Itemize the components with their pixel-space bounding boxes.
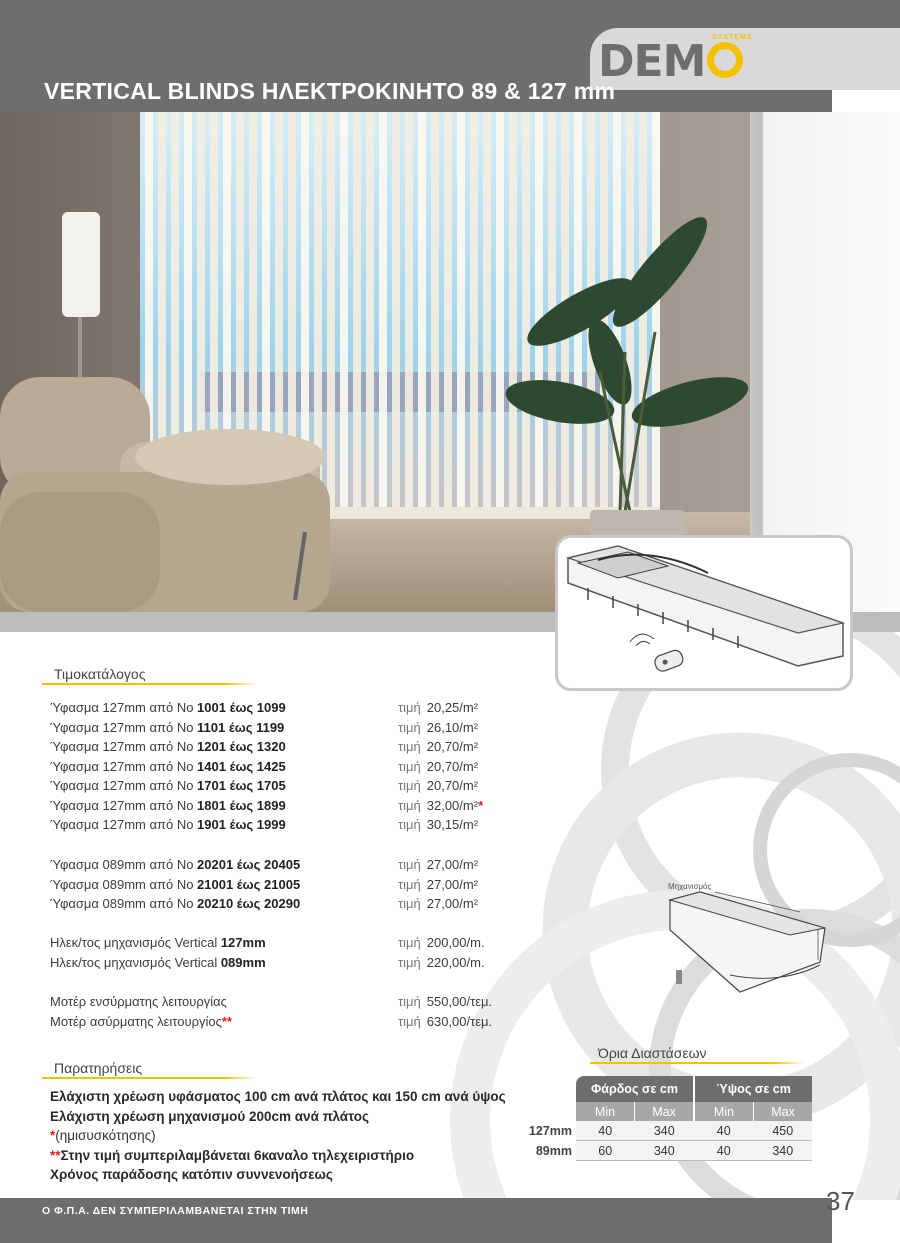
note-min-mechanism: Ελάχιστη χρέωση μηχανισμού 200cm ανά πλάτος: [50, 1108, 370, 1124]
slat: [392, 112, 400, 507]
fabric-desc: Ύφασμα 127mm από No: [50, 739, 198, 754]
fabric-desc: Ύφασμα 127mm από No: [50, 758, 198, 774]
price-row-description: [50, 896, 300, 911]
width-max-cell: 340: [635, 1121, 695, 1141]
note-min-fabric: Ελάχιστη χρέωση υφάσματος 100 cm ανά πλάτος και 150 cm ανά ύψος: [50, 1089, 506, 1104]
price-word: τιμή: [398, 1013, 421, 1029]
slat: [522, 112, 530, 507]
fabric-desc: Ύφασμα 127mm από No: [50, 797, 198, 813]
fabric-range: 1801 έως 1899: [197, 797, 286, 813]
slat: [379, 112, 387, 507]
price-amount: 220,00/m.: [426, 954, 485, 970]
width-min-header: Min: [576, 1102, 635, 1121]
price-row-description: [50, 935, 266, 950]
price-row-description: [50, 700, 286, 715]
price-row-value: [398, 857, 478, 872]
fabric-desc: Ύφασμα 127mm από No: [50, 778, 198, 793]
row-label: 127mm: [518, 1121, 576, 1141]
price-row-value: [398, 720, 478, 735]
price-row-value: [398, 994, 492, 1009]
price-row-description: [50, 857, 300, 872]
table-row: [518, 1121, 812, 1141]
price-list-title: Τιμοκατάλογος: [54, 666, 146, 682]
mechanism-diagram: [555, 535, 853, 691]
price-word: τιμή: [398, 758, 421, 774]
price-amount: 30,15/m²: [426, 817, 479, 832]
price-word: τιμή: [398, 857, 421, 872]
height-min-cell: 40: [694, 1141, 754, 1161]
motor-star: **: [221, 1013, 232, 1029]
price-amount: 20,70/m²: [426, 739, 479, 754]
height-max-cell: 450: [754, 1121, 813, 1141]
motor-desc: Μοτέρ ασύρματης λειτουργίος: [50, 1013, 222, 1029]
height-max-header: Max: [754, 1102, 813, 1121]
fabric-desc: Ύφασμα 089mm από No: [50, 896, 198, 911]
slat: [535, 112, 543, 507]
height-max-cell: 340: [754, 1141, 813, 1161]
price-word: τιμή: [398, 876, 421, 892]
slat: [509, 112, 517, 507]
fabric-desc: Ύφασμα 089mm από No: [50, 876, 198, 892]
slat: [327, 112, 335, 507]
page-title: VERTICAL BLINDS ΗΛΕΚΤΡΟΚΙΝΗΤΟ 89 & 127 mm: [44, 78, 616, 104]
slat: [652, 112, 660, 507]
width-min-cell: 40: [576, 1121, 635, 1141]
note-delivery: Χρόνος παράδοσης κατόπιν συννενοήσεως: [50, 1167, 333, 1182]
price-row-description: [50, 798, 286, 813]
logo-o-ring: [707, 42, 743, 78]
mechanism-label: Μηχανισμός: [668, 882, 712, 891]
price-row-description: [50, 1014, 232, 1029]
price-row-description: [50, 877, 300, 892]
price-word: τιμή: [398, 954, 421, 970]
price-amount: 27,00/m²: [426, 876, 479, 892]
fabric-desc: Ύφασμα 127mm από No: [50, 817, 198, 832]
price-word: τιμή: [398, 719, 421, 735]
fabric-range: 1401 έως 1425: [197, 758, 286, 774]
price-word: τιμή: [398, 935, 421, 950]
brand-logo: [598, 36, 743, 87]
price-word: τιμή: [398, 778, 421, 793]
price-row-description: [50, 778, 286, 793]
fabric-desc: Ύφασμα 127mm από No: [50, 700, 198, 715]
note-semi-blackout-text: (ημισυσκότησης): [55, 1128, 156, 1143]
fabric-range: 1101 έως 1199: [197, 719, 285, 735]
notes-title: Παρατηρήσεις: [54, 1060, 143, 1076]
note-remote-text: Στην τιμή συμπεριλαμβάνεται 6καναλο τηλεχειριστήριο: [60, 1147, 415, 1163]
slat: [405, 112, 413, 507]
price-amount: 27,00/m²: [426, 857, 479, 872]
note-semi-blackout: [50, 1126, 506, 1146]
width-max-header: Max: [635, 1102, 695, 1121]
price-list-underline: [42, 683, 257, 685]
price-row-value: [398, 700, 478, 715]
price-amount: 20,25/m²: [426, 700, 479, 715]
price-row-description: [50, 955, 266, 970]
price-row-value: [398, 778, 478, 793]
logo-wordmark: DEM: [598, 36, 706, 87]
height-min-header: Min: [694, 1102, 754, 1121]
slat: [340, 112, 348, 507]
price-word: τιμή: [398, 817, 421, 832]
slat: [366, 112, 374, 507]
price-amount: 26,10/m²: [426, 719, 479, 735]
note-star: *: [50, 1128, 56, 1143]
price-row-value: [398, 1014, 492, 1029]
price-row-value: [398, 935, 485, 950]
note-remote-included: [50, 1146, 506, 1166]
page-number: 37: [826, 1186, 855, 1216]
fabric-range: 1701 έως 1705: [197, 778, 286, 793]
dimensions-table: [518, 1076, 812, 1161]
price-row-description: [50, 720, 284, 735]
price-row-description: [50, 994, 227, 1009]
price-word: τιμή: [398, 994, 421, 1009]
price-row-value: [398, 896, 478, 911]
mechanism-desc: Ηλεκ/τος μηχανισμός Vertical: [50, 954, 221, 970]
logo-subtitle: SYSTEMS: [712, 34, 753, 41]
width-header: Φάρδος σε cm: [576, 1076, 694, 1102]
fabric-range: 20201 έως 20405: [197, 857, 301, 872]
vat-notice: Ο Φ.Π.Α. ΔΕΝ ΣΥΜΠΕΡΙΛΑΜΒΑΝΕΤΑΙ ΣΤΗΝ ΤΙΜΗ: [42, 1205, 309, 1217]
notes-block: [50, 1087, 506, 1185]
slat: [353, 112, 361, 507]
price-amount: 630,00/τεμ.: [426, 1013, 493, 1029]
price-row-value: [398, 759, 478, 774]
slat: [457, 112, 465, 507]
table-row: [518, 1141, 812, 1161]
fabric-range: 21001 έως 21005: [197, 876, 301, 892]
price-row-value: [398, 955, 485, 970]
dimensions-title: Όρια Διαστάσεων: [598, 1045, 707, 1061]
price-row-value: [398, 798, 483, 813]
price-row-description: [50, 817, 286, 832]
price-amount: 200,00/m.: [426, 935, 485, 950]
fabric-desc: Ύφασμα 089mm από No: [50, 857, 198, 872]
height-min-cell: 40: [694, 1121, 754, 1141]
fabric-range: 1001 έως 1099: [197, 700, 286, 715]
price-amount: 32,00/m²: [426, 797, 479, 813]
height-header: Ύψος σε cm: [694, 1076, 812, 1102]
fabric-range: 1201 έως 1320: [197, 739, 286, 754]
dimensions-underline: [590, 1062, 805, 1064]
slat: [496, 112, 504, 507]
fabric-range: 1901 έως 1999: [197, 817, 286, 832]
price-row-description: [50, 759, 286, 774]
slat: [431, 112, 439, 507]
motor-desc: Μοτέρ ενσύρματης λειτουργίας: [50, 994, 227, 1009]
row-label: 89mm: [518, 1141, 576, 1161]
price-amount: 20,70/m²: [426, 758, 479, 774]
fabric-desc: Ύφασμα 127mm από No: [50, 719, 198, 735]
price-word: τιμή: [398, 700, 421, 715]
mechanism-size: 127mm: [220, 935, 266, 950]
price-amount: 550,00/τεμ.: [426, 994, 493, 1009]
slat: [483, 112, 491, 507]
slat: [470, 112, 478, 507]
price-row-value: [398, 877, 478, 892]
price-row-value: [398, 817, 478, 832]
mechanism-size: 089mm: [220, 954, 266, 970]
price-amount: 20,70/m²: [426, 778, 479, 793]
slat: [444, 112, 452, 507]
price-word: τιμή: [398, 797, 421, 813]
price-row-description: [50, 739, 286, 754]
notes-underline: [42, 1077, 257, 1079]
mechanism-desc: Ηλεκ/τος μηχανισμός Vertical: [50, 935, 221, 950]
mechanism-dimension-drawing: [660, 880, 830, 1005]
price-word: τιμή: [398, 896, 421, 911]
note-double-star: **: [50, 1147, 61, 1163]
width-max-cell: 340: [635, 1141, 695, 1161]
price-row-value: [398, 739, 478, 754]
price-word: τιμή: [398, 739, 421, 754]
width-min-cell: 60: [576, 1141, 635, 1161]
slat: [418, 112, 426, 507]
header-band-edge: [832, 0, 900, 28]
price-amount: 27,00/m²: [426, 896, 479, 911]
price-star: *: [478, 797, 484, 813]
fabric-range: 20210 έως 20290: [197, 896, 301, 911]
